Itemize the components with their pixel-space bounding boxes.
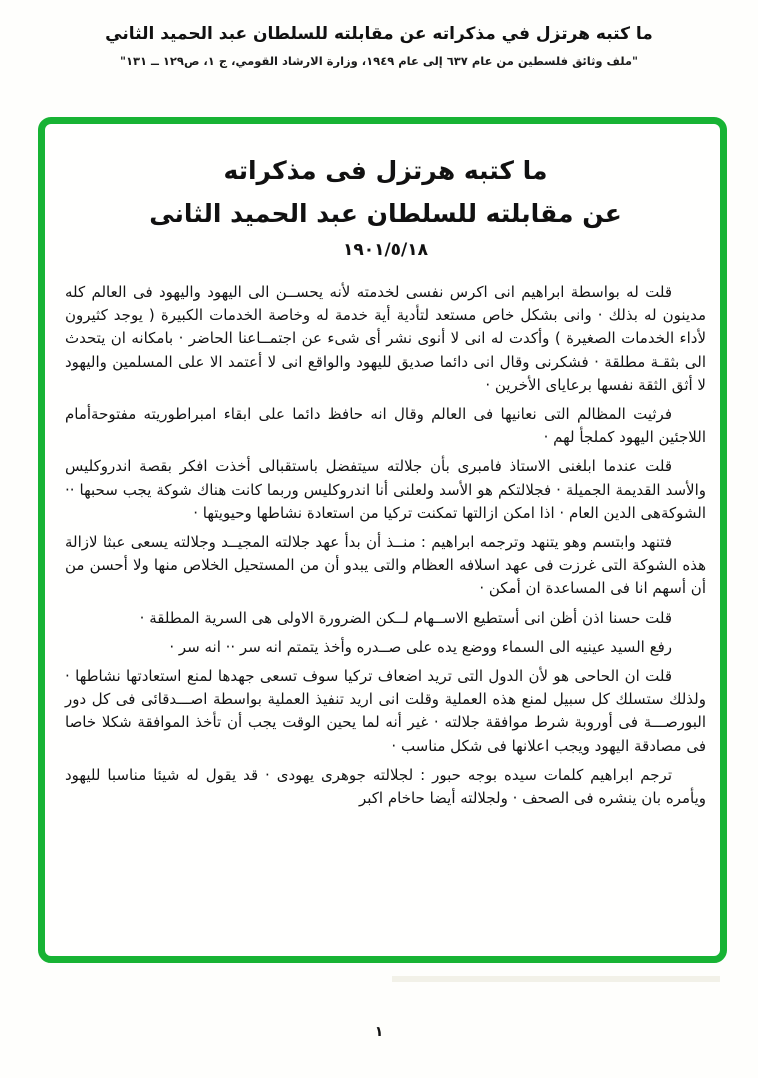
document-title-line2: عن مقابلته للسلطان عبد الحميد الثانى [149,198,622,228]
paragraph: قلت له بواسطة ابراهيم انى اكرس نفسى لخدمته لأنه يحســن الى اليهود واليهود فى العالم كله مدينون له بذلك · وانى بشكل خاص مستعد لتأدية أية خدمة له وخاصة الخدمات الكبيرة ( يوجد كثيرون لأداء الخدمات الصغيرة ) وأكدت له انى لا أنوى نشر أى شىء عن اجتمــاعنا الحاضر · بامكانه ان يتحدث الى بثقـة مطلقة · فشكرنى وقال انى دائما صديق لليهود والواقع انى لا أعتمد الا على المسلمين واليهود لا أثق الثقة نفسها برعاياى الأخرين · [65,283,706,394]
page-header-source: "ملف وثائق فلسطين من عام ٦٣٧ إلى عام ١٩٤٩، وزارة الارشاد القومي، ج ١، ص١٢٩ ــ ١٣١" [119,54,639,68]
paragraph: فرثيت المظالم التى نعانيها فى العالم وقال انه حافظ دائما على ابقاء امبراطوريته مفتوحةأمام اللاجئين اليهود كملجأ لهم · [65,405,706,447]
page-header [0,24,758,68]
paragraph: قلت عندما ابلغنى الاستاذ فامبرى بأن جلالته سيتفضل باستقبالى أخذت افكر بقصة اندروكليس والأسد القديمة الجميلة · فجلالتكم هو الأسد ولعلنى أنا اندروكليس وربما كانت هناك شوكة يجب سحبها ·· الشوكةهى الدين العام · اذا امكن ازالتها تمكنت تركيا من استعادة نشاطها وحيويتها · [65,457,706,522]
document-title-line1: ما كتبه هرتزل فى مذكراته [223,156,548,185]
document-title [65,150,706,235]
paragraph: ترجم ابراهيم كلمات سيده بوجه حبور : لجلالته جوهرى يهودى · قد يقول له شيئا مناسبا لليهود ويأمره بان ينشره فى الصحف · ولجلالته أيضا حاخام اكبر [65,765,706,808]
document-body [65,281,706,810]
page-header-title: ما كتبه هرتزل في مذكراته عن مقابلته للسلطان عبد الحميد الثاني [105,24,653,44]
page-number: ١ [374,1024,384,1040]
paragraph: قلت حسنا اذن أظن انى أستطيع الاســهام لــكن الضرورة الاولى هى السرية المطلقة · [139,608,672,627]
paragraph: رفع السيد عينيه الى السماء ووضع يده على صــدره وأخذ يتمتم انه سر ·· انه سر · [169,637,672,656]
document-date: ١٩٠١/٥/١٨ [342,240,429,260]
paragraph: فتنهد وابتسم وهو يتنهد وترجمه ابراهيم : منــذ أن بدأ عهد جلالته المجيــد وجلالته يسعى عبثا لازالة هذه الشوكة التى غرزت فى عهد اسلافه العظام والتى يبدو أن من المستحيل الخلاص منها ولا أحسن من أن أسهم انا فى المساعدة ان أمكن · [65,533,706,598]
paragraph: قلت ان الحاحى هو لأن الدول التى تريد اضعاف تركيا سوف تسعى جهدها لمنع استعادتها نشاطها · ولذلك ستسلك كل سبيل لمنع هذه العملية وقلت انى اريد تنفيذ العملية بواسطة اصـــدقائى فى كل دور البورصـــة فى أوروبة شرط موافقة جلالته · غير أنه لما يحين الوقت يجب أن تأخذ الموافقة شكلا خاصا فى مصادقة اليهود ويجب اعلانها فى شكل مناسب · [65,667,706,755]
scan-artifact [392,976,720,982]
document-frame [38,117,727,963]
